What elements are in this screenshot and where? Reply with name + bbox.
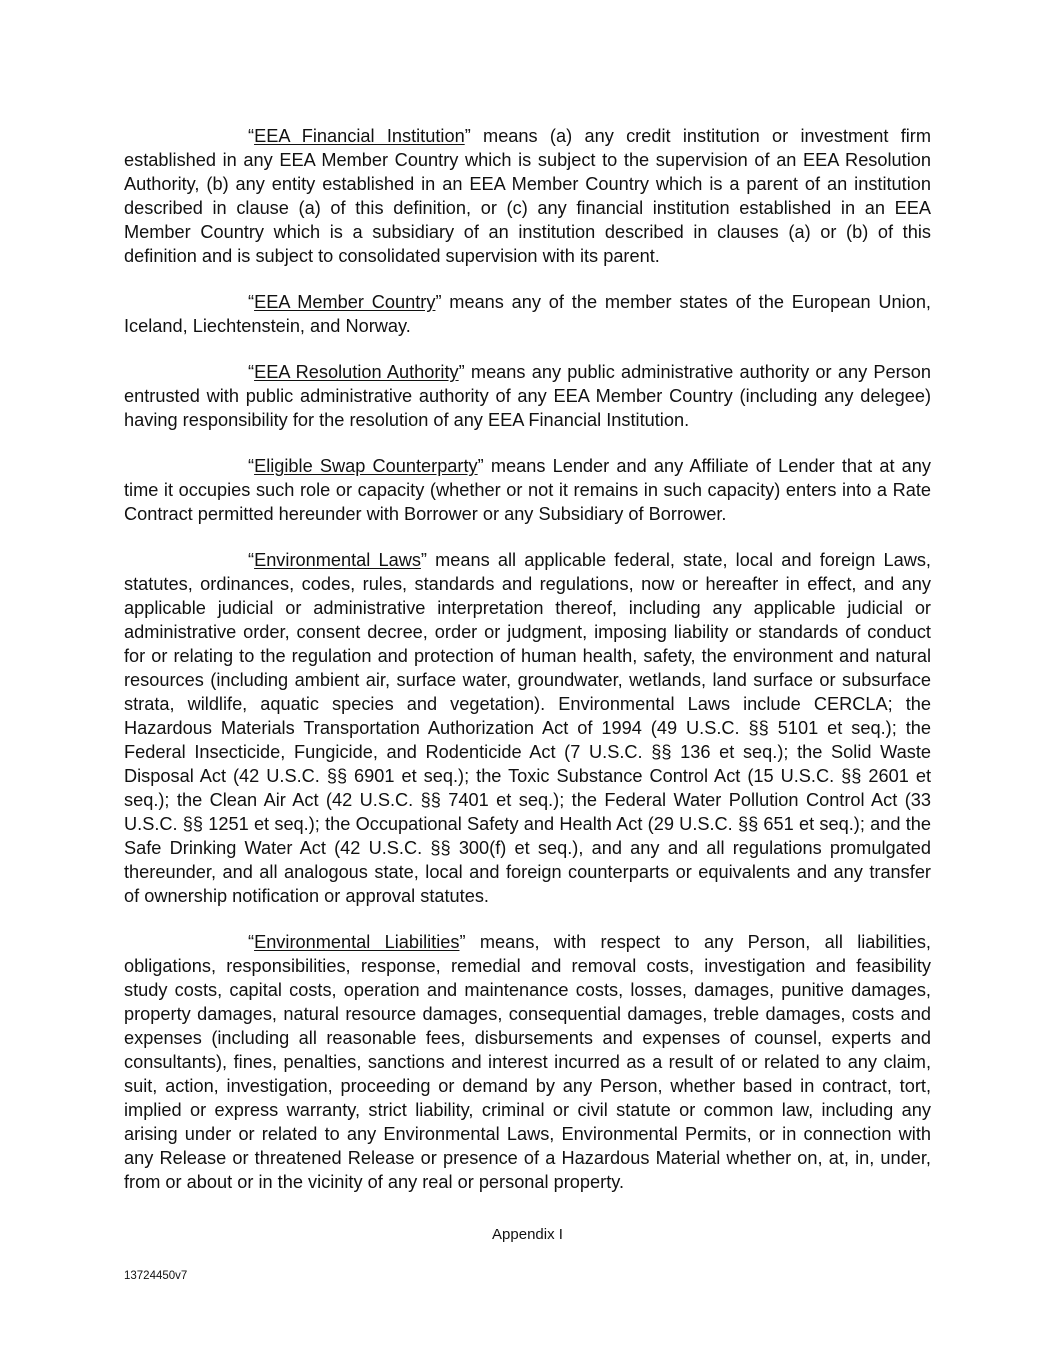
defined-term: Environmental Liabilities [254, 932, 460, 952]
open-quote: “ [248, 932, 255, 952]
document-id: 13724450v7 [124, 1270, 188, 1282]
definition-eligible-swap-counterparty [124, 454, 931, 526]
definition-text: means Lender and any Affiliate of Lender that at any time it occupies such role or capacity (whether or not it remains in such capacity) enters into a Rate Contract permitted hereunder with Borrower or any Subsidiary of Borrower. [124, 456, 931, 524]
definition-text: means any of the member states of the European Union, Iceland, Liechtenstein, and Norway. [124, 292, 931, 336]
close-quote: ” [477, 456, 484, 476]
defined-term: EEA Financial Institution [254, 126, 465, 146]
defined-term: EEA Resolution Authority [254, 362, 459, 382]
close-quote: ” [420, 550, 427, 570]
definition-text: means any public administrative authority or any Person entrusted with public administrative authority of any EEA Member Country (including any delegee) having responsibility for the resolution of any EEA Financial Institution. [124, 362, 932, 430]
document-body [124, 124, 931, 1216]
open-quote: “ [248, 456, 255, 476]
page-label: Appendix I [492, 1226, 563, 1243]
open-quote: “ [248, 362, 255, 382]
definition-environmental-liabilities [124, 930, 931, 1194]
defined-term: Environmental Laws [254, 550, 421, 570]
definition-environmental-laws [124, 548, 931, 908]
definition-text: means (a) any credit institution or investment firm established in any EEA Member Country which is subject to the supervision of an EEA Resolution Authority, (b) any entity established in an EEA Member Country which is a parent of an institution described in clause (a) of this definition, or (c) any financial institution established in an EEA Member Country which is a subsidiary of an institution described in clauses (a) or (b) of this definition and is subject to consolidated supervision with its parent. [124, 126, 931, 266]
definition-eea-resolution-authority [124, 360, 931, 432]
definition-eea-financial-institution [124, 124, 931, 268]
close-quote: ” [459, 932, 466, 952]
open-quote: “ [248, 126, 255, 146]
close-quote: ” [435, 292, 442, 312]
close-quote: ” [464, 126, 471, 146]
open-quote: “ [248, 292, 255, 312]
open-quote: “ [248, 550, 255, 570]
defined-term: Eligible Swap Counterparty [254, 456, 478, 476]
definition-text: means, with respect to any Person, all liabilities, obligations, responsibilities, response, remedial and removal costs, investigation and feasibility study costs, capital costs, operation and maintenance costs, losses, damages, punitive damages, property damages, natural resource damages, consequential damages, treble damages, costs and expenses (including all reasonable fees, disbursements and expenses of counsel, experts and consultants), fines, penalties, sanctions and interest incurred as a result of or related to any claim, suit, action, investigation, proceeding or demand by any Person, whether based in contract, tort, implied or express warranty, strict liability, criminal or civil statute or common law, including any arising under or related to any Environmental Laws, Environmental Permits, or in connection with any Release or threatened Release or presence of a Hazardous Material whether on, at, in, under, from or about or in the vicinity of any real or personal property. [124, 932, 931, 1192]
close-quote: ” [458, 362, 465, 382]
definition-eea-member-country [124, 290, 931, 338]
defined-term: EEA Member Country [254, 292, 436, 312]
definition-text: means all applicable federal, state, local and foreign Laws, statutes, ordinances, codes, rules, standards and regulations, now or hereafter in effect, and any applicable judicial or administrative interpretation thereof, including any applicable judicial or administrative order, consent decree, order or judgment, imposing liability or standards of conduct for or relating to the regulation and protection of human health, safety, the environment and natural resources (including ambient air, surface water, groundwater, wetlands, land surface or subsurface strata, wildlife, aquatic species and vegetation). Environmental Laws include CERCLA; the Hazardous Materials Transportation Authorization Act of 1994 (49 U.S.C. §§ 5101 et seq.); the Federal Insecticide, Fungicide, and Rodenticide Act (7 U.S.C. §§ 136 et seq.); the Solid Waste Disposal Act (42 U.S.C. §§ 6901 et seq.); the Toxic Substance Control Act (15 U.S.C. §§ 2601 et seq.); the Clean Air Act (42 U.S.C. §§ 7401 et seq.); the Federal Water Pollution Control Act (33 U.S.C. §§ 1251 et seq.); the Occupational Safety and Health Act (29 U.S.C. §§ 651 et seq.); and the Safe Drinking Water Act (42 U.S.C. §§ 300(f) et seq.), and any and all regulations promulgated thereunder, and all analogous state, local and foreign counterparts or equivalents and any transfer of ownership notification or approval statutes. [124, 550, 931, 906]
